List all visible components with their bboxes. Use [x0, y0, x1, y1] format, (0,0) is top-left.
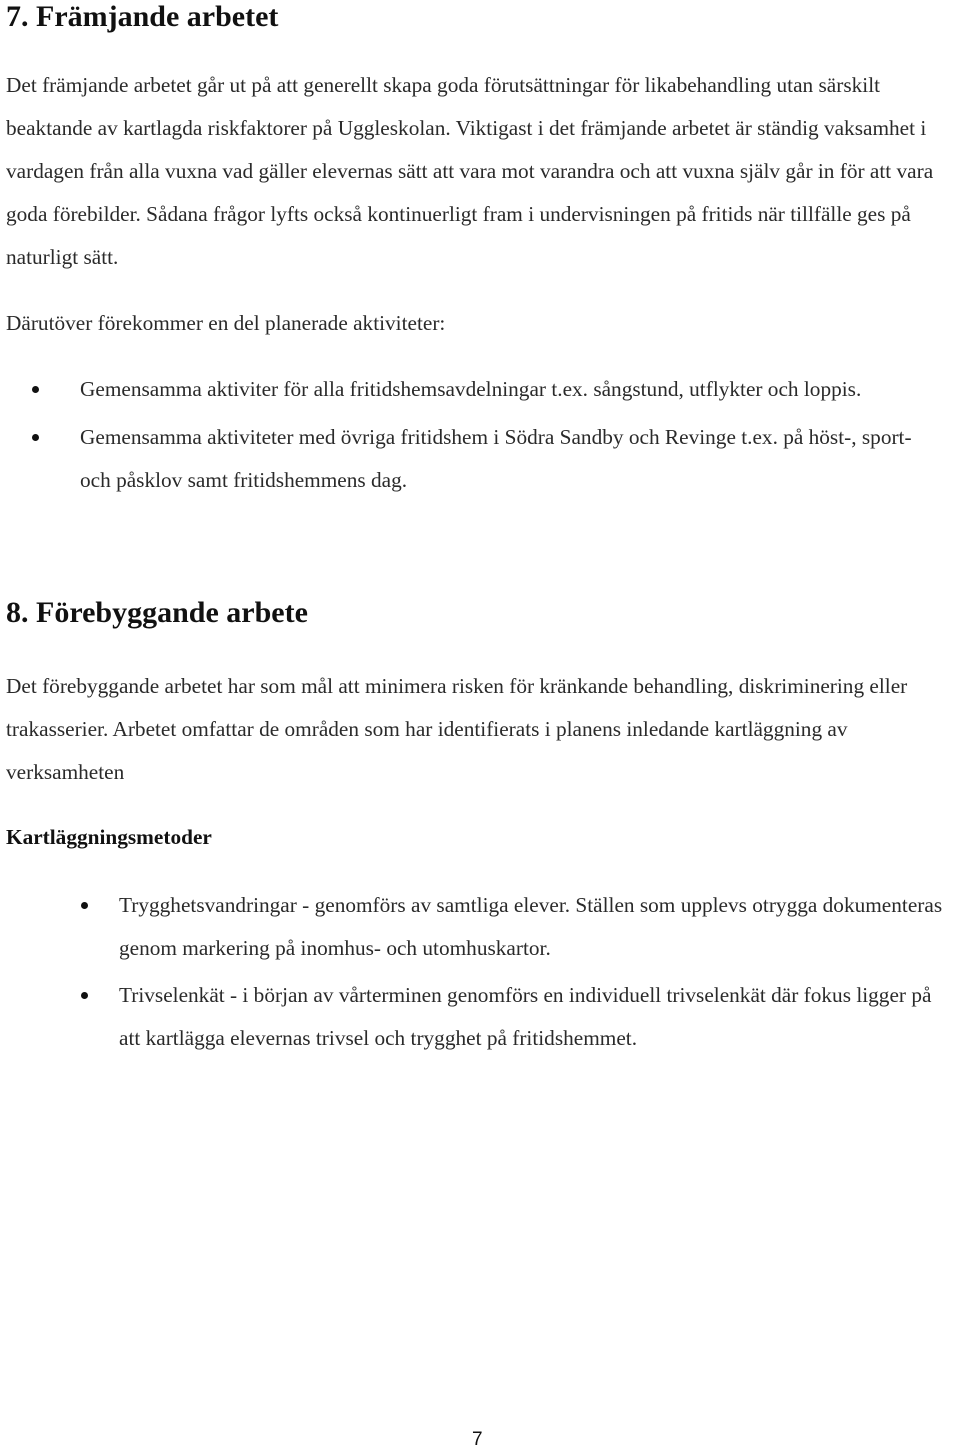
list-item-text: Gemensamma aktiviteter med övriga fritidshem i Södra Sandby och Revinge t.ex. på höst-, sport- och påsklov samt fritidshemmens dag. [80, 425, 912, 492]
list-item-text: Trivselenkät - i början av vårterminen genomförs en individuell trivselenkät där fokus ligger på att kartlägga elevernas trivsel och trygghet på fritidshemmet. [119, 983, 932, 1050]
list-item-text: Gemensamma aktiviter för alla fritidshemsavdelningar t.ex. sångstund, utflykter och loppis. [80, 377, 862, 401]
list-item [119, 884, 949, 970]
bullet-icon [32, 386, 39, 393]
bullet-icon [81, 992, 88, 999]
list-item-text: Trygghetsvandringar - genomförs av samtliga elever. Ställen som upplevs otrygga dokumenteras genom markering på inomhus- och utomhuskartor. [119, 893, 943, 960]
list-item [80, 368, 940, 411]
section-7-paragraph-1: Det främjande arbetet går ut på att generellt skapa goda förutsättningar för likabehandling utan särskilt beaktande av kartlagda riskfaktorer på Uggleskolan. Viktigast i det främjande arbetet är ständig vaksamhet i vardagen från alla vuxna vad gäller elevernas sätt att vara mot varandra och att vuxna själv går in för att vara goda förebilder. Sådana frågor lyfts också kontinuerligt fram i undervisningen på fritids när tillfälle ges på naturligt sätt. [6, 73, 934, 269]
bullet-icon [32, 434, 39, 441]
section-heading-7: 7. Främjande arbetet [6, 0, 279, 33]
section-8-bullet-list [119, 884, 949, 1060]
page-number: 7 [472, 1429, 483, 1450]
section-7-bullet-list [80, 368, 940, 502]
list-item [80, 416, 940, 502]
section-heading-8: 8. Förebyggande arbete [6, 596, 308, 629]
bullet-icon [81, 902, 88, 909]
section-8-paragraph-1: Det förebyggande arbetet har som mål att minimera risken för kränkande behandling, diskriminering eller trakasserier. Arbetet omfattar de områden som har identifierats i planens inledande kartläggning av verksamheten [6, 674, 908, 784]
list-item [119, 974, 949, 1060]
section-7-paragraph-2: Därutöver förekommer en del planerade aktiviteter: [6, 311, 446, 335]
subheading-kartlaggningsmetoder: Kartläggningsmetoder [6, 825, 212, 849]
